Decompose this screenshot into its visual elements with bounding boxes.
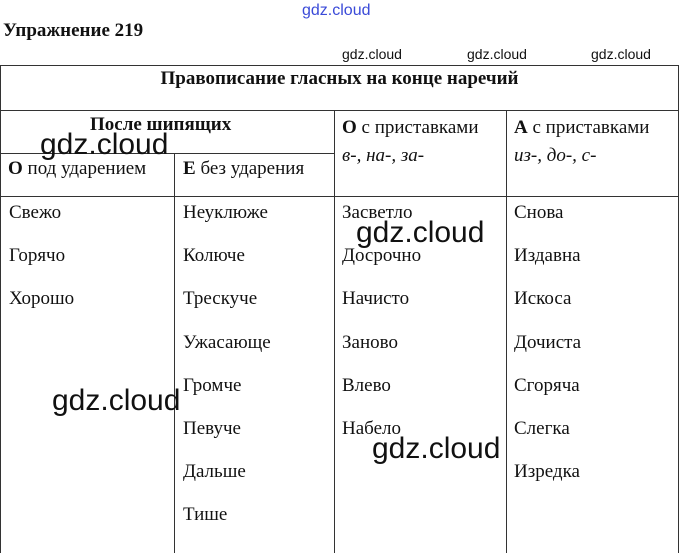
watermark-small: gdz.cloud [591, 46, 651, 62]
col4-header: А с приставками из-, до-, с- [514, 117, 650, 166]
list-item: Засветло [342, 202, 413, 223]
list-item: Свежо [9, 202, 62, 223]
list-item: Ужасающе [183, 331, 271, 353]
group-header: После шипящих [90, 114, 232, 135]
col2-header: Е без ударения [183, 158, 305, 179]
watermark-small: gdz.cloud [342, 46, 402, 62]
list-item: Издавна [514, 245, 581, 267]
list-item: Влево [342, 374, 391, 396]
list-item: Заново [342, 331, 398, 353]
table-caption: Правописание гласных на конце наречий [160, 68, 519, 89]
watermark-large: gdz.cloud [52, 384, 181, 417]
list-item: Хорошо [9, 288, 75, 310]
list-item: Досрочно [342, 245, 422, 267]
list-item: Громче [183, 374, 242, 396]
watermark-small: gdz.cloud [467, 46, 527, 62]
list-item: Неуклюже [183, 202, 268, 223]
watermark-large: gdz.cloud [372, 432, 501, 465]
watermark-large: gdz.cloud [356, 216, 485, 249]
watermark-large: gdz.cloud [40, 128, 169, 161]
list-item: Дочиста [514, 331, 582, 353]
list-item: Набело [342, 417, 401, 439]
list-item: Колюче [183, 245, 245, 267]
list-item: Горячо [9, 245, 66, 267]
list-item: Трескуче [183, 288, 258, 310]
list-item: Начисто [342, 288, 410, 310]
list-item: Слегка [514, 417, 570, 439]
column-o-stressed [9, 200, 74, 330]
list-item: Искоса [514, 288, 572, 310]
col1-header: О под ударением [8, 158, 147, 179]
list-item: Сгоряча [514, 374, 580, 396]
list-item: Тише [183, 504, 228, 526]
list-item: Певуче [183, 417, 241, 439]
col3-header: О с приставками в-, на-, за- [342, 117, 479, 166]
column-a-prefixes [514, 200, 581, 502]
watermark-top: gdz.cloud [302, 2, 371, 19]
exercise-title: Упражнение 219 [3, 20, 144, 41]
list-item: Дальше [183, 461, 246, 483]
list-item: Изредка [514, 461, 580, 483]
column-e-unstressed [183, 200, 271, 546]
list-item: Снова [514, 202, 564, 223]
